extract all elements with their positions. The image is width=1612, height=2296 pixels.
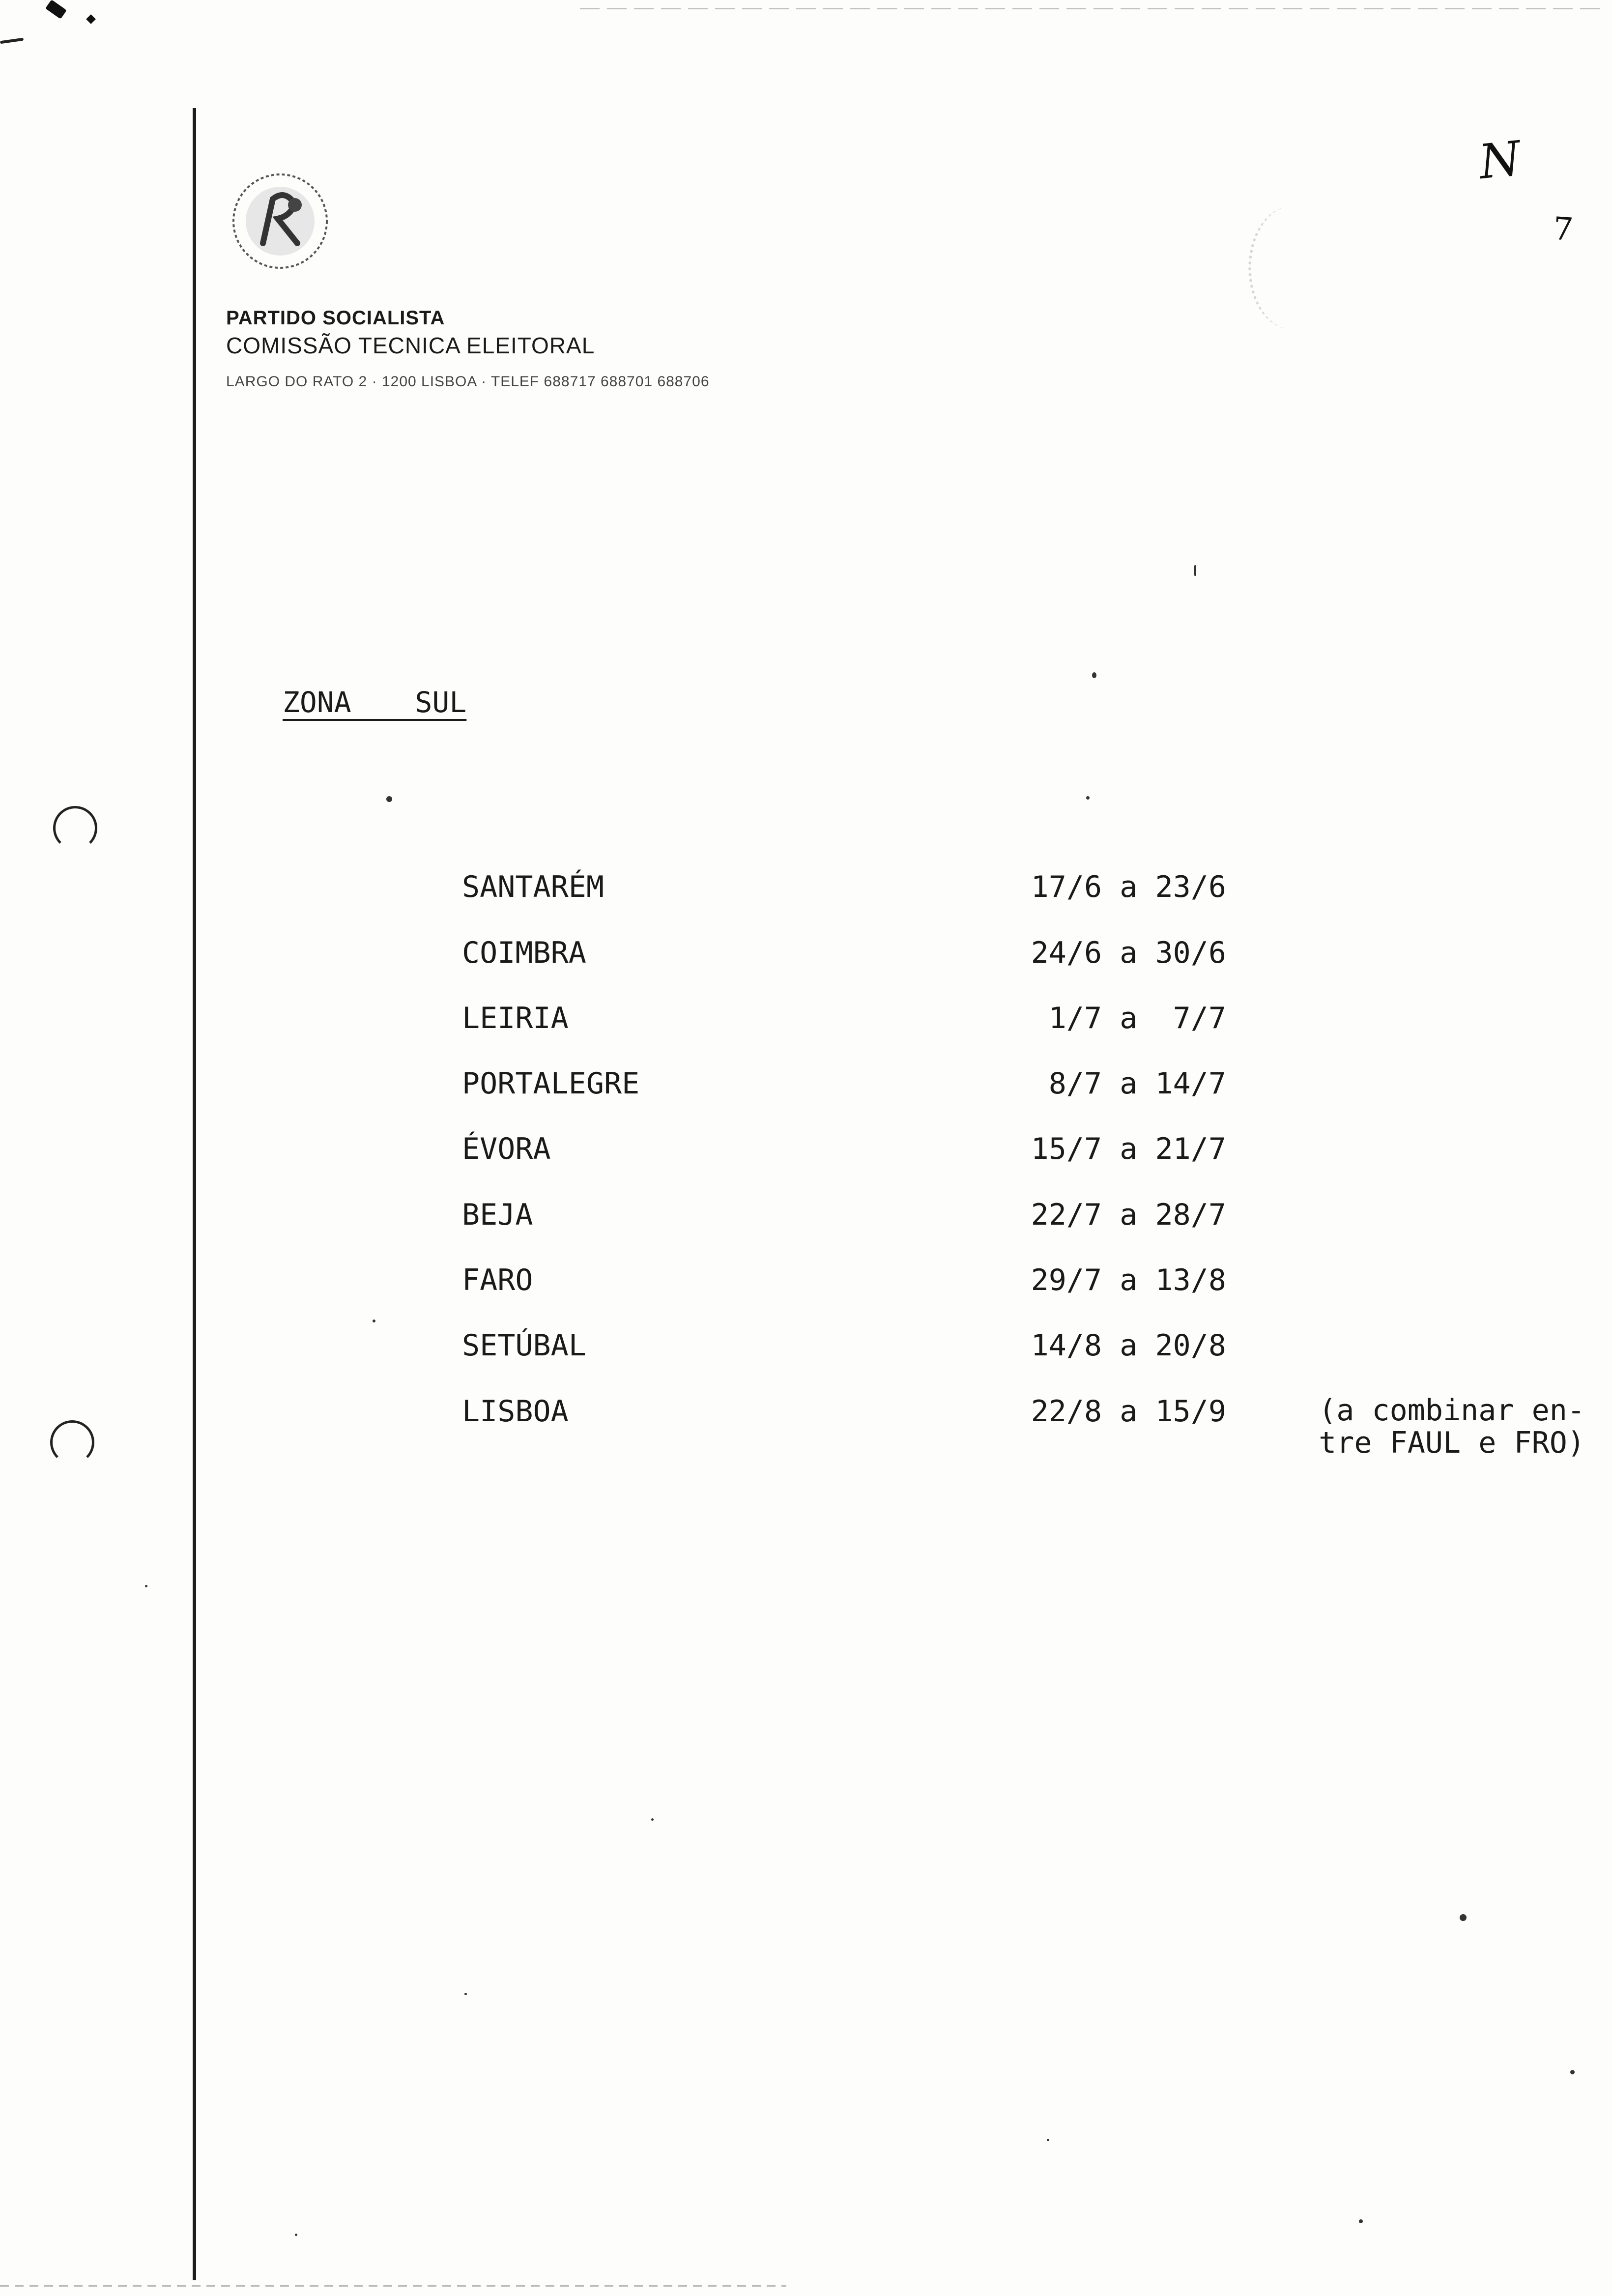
letterhead bbox=[226, 305, 710, 390]
scan-speck bbox=[1086, 796, 1090, 800]
schedule-row bbox=[462, 936, 1592, 970]
scan-speck bbox=[1047, 2139, 1049, 2141]
schedule-row bbox=[462, 1001, 1592, 1035]
top-scan-rule bbox=[580, 8, 1602, 9]
schedule-row bbox=[462, 1198, 1592, 1232]
scan-speck bbox=[1460, 1914, 1467, 1921]
district-name: LEIRIA bbox=[462, 1001, 569, 1035]
schedule-row bbox=[462, 1393, 1592, 1460]
left-margin-rule bbox=[193, 108, 196, 2280]
bottom-scan-rule bbox=[0, 2285, 786, 2287]
schedule-row bbox=[462, 1328, 1592, 1363]
faint-stamp-mark bbox=[1248, 206, 1335, 329]
district-name: FARO bbox=[462, 1263, 533, 1297]
letterhead-address: LARGO DO RATO 2 · 1200 LISBOA · TELEF 688717 688701 688706 bbox=[226, 373, 710, 390]
handwritten-mark-7: 7 bbox=[1552, 210, 1575, 249]
scan-speck bbox=[386, 796, 392, 802]
scan-speck bbox=[1194, 565, 1196, 576]
scan-speck bbox=[145, 1585, 147, 1587]
date-range: 22/8 a 15/9 bbox=[1031, 1394, 1226, 1429]
schedule-note: (a combinar en- tre FAUL e FRO) bbox=[1319, 1393, 1585, 1460]
district-name: COIMBRA bbox=[462, 936, 586, 970]
party-name: PARTIDO SOCIALISTA bbox=[226, 307, 445, 329]
commission-name: COMISSÃO TECNICA ELEITORAL bbox=[226, 333, 595, 358]
scan-speck bbox=[373, 1320, 375, 1322]
district-name: LISBOA bbox=[462, 1394, 569, 1429]
schedule-row bbox=[462, 1132, 1592, 1166]
date-range: 22/7 a 28/7 bbox=[1031, 1198, 1226, 1232]
date-range: 24/6 a 30/6 bbox=[1031, 936, 1226, 970]
district-name: PORTALEGRE bbox=[462, 1066, 640, 1101]
schedule-row bbox=[462, 870, 1592, 904]
scan-artifact-mark bbox=[0, 38, 24, 44]
scan-artifact-mark bbox=[45, 0, 67, 19]
date-range: 8/7 a 14/7 bbox=[1031, 1066, 1226, 1101]
district-name: SETÚBAL bbox=[462, 1328, 586, 1363]
handwritten-mark-n: N bbox=[1476, 130, 1524, 190]
date-range: 14/8 a 20/8 bbox=[1031, 1328, 1226, 1363]
scan-artifact-mark bbox=[86, 14, 96, 24]
punch-hole bbox=[50, 1420, 94, 1464]
district-name: BEJA bbox=[462, 1198, 533, 1232]
date-range: 17/6 a 23/6 bbox=[1031, 870, 1226, 904]
zone-heading: ZONA SUL bbox=[283, 686, 467, 719]
district-name: SANTARÉM bbox=[462, 870, 604, 904]
scan-speck bbox=[1359, 2219, 1363, 2223]
schedule-row bbox=[462, 1066, 1592, 1101]
date-range: 15/7 a 21/7 bbox=[1031, 1132, 1226, 1166]
date-range: 1/7 a 7/7 bbox=[1031, 1001, 1226, 1035]
scan-speck bbox=[295, 2234, 297, 2236]
schedule-row bbox=[462, 1263, 1592, 1297]
scan-speck bbox=[651, 1818, 654, 1821]
scan-speck bbox=[464, 1993, 467, 1995]
scan-speck bbox=[1092, 672, 1096, 678]
scan-speck bbox=[1570, 2070, 1575, 2074]
party-emblem-icon bbox=[226, 170, 334, 273]
district-name: ÉVORA bbox=[462, 1132, 551, 1166]
punch-hole bbox=[53, 806, 97, 850]
date-range: 29/7 a 13/8 bbox=[1031, 1263, 1226, 1297]
